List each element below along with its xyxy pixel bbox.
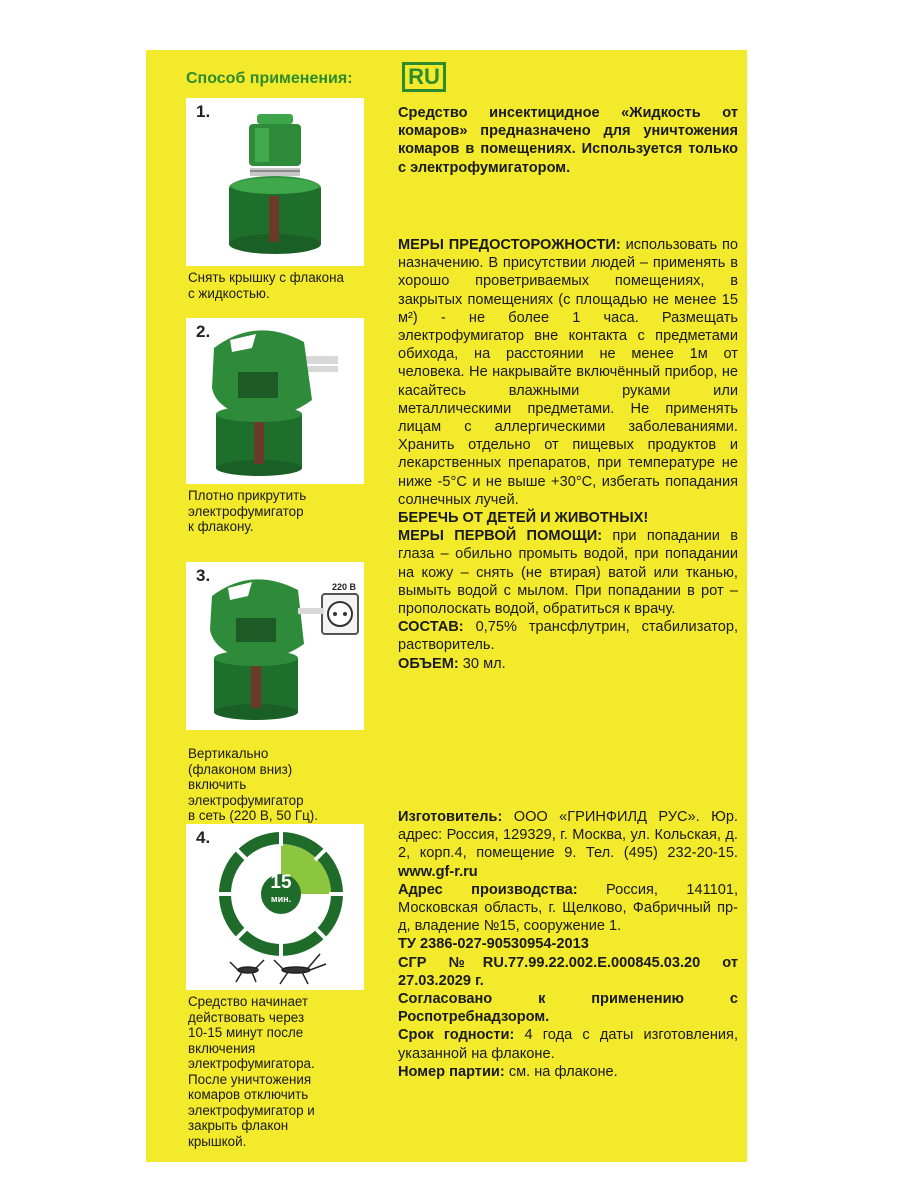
dead-mosquito-icon — [230, 954, 326, 984]
caption-line: электрофумигатор и — [188, 1102, 315, 1118]
volume-text: 30 мл. — [462, 655, 506, 672]
caption-line: электрофумигатора. — [188, 1056, 315, 1071]
step-3-caption — [188, 746, 373, 824]
website-link: www.gf-r.ru — [398, 863, 478, 880]
caption-line: электрофумигатор — [188, 792, 304, 808]
step-2-illustration — [186, 318, 364, 484]
batch-label: Номер партии: — [398, 1063, 505, 1080]
timer-value: 15 — [270, 872, 292, 893]
timer-unit: мин. — [270, 894, 292, 904]
precautions-text: использовать по назначению. В присутствии людей – применять в хорошо проветриваемых помещениях, в закрытых помещениях (с площадью не менее 15 м²) - не более 1 часа. Размещать электрофумигатор вне контакта с предметами обихода, на расстоянии не менее 1м от человека. Не накрывайте включённый прибор, не касайтесь влажными руками или металлическими предметами. Не применять лицам с аллергическими заболеваниями. Хранить отдельно от пищевых продуктов и лекарственных препаратов, при температуре не ниже -5°С и не выше +30°С, избегать попадания солнечных лучей. — [398, 237, 738, 508]
language-badge: RU — [402, 62, 446, 92]
caption-line: (флаконом вниз) — [188, 761, 293, 777]
caption-line: действовать через — [188, 1009, 305, 1025]
caption-line: Средство начинает — [188, 994, 309, 1009]
caption-line: 10-15 минут после — [188, 1025, 304, 1040]
production-text: Россия, 141101, Московская область, г. Щелково, Фабричный пр-д, владение №15, сооружение 1. — [398, 881, 739, 935]
bottle-cap-icon — [186, 98, 364, 266]
step-1-caption — [188, 270, 373, 301]
step-4-number: 4. — [196, 828, 211, 847]
caption-line: Снять крышку с флакона — [188, 270, 344, 285]
shelf-life-text: 4 года с даты изготовления, указанной на флаконе. — [398, 1027, 738, 1062]
step-4-illustration — [186, 824, 364, 990]
caption-line: включить — [188, 777, 247, 792]
precautions-title: МЕРЫ ПРЕДОСТОРОЖНОСТИ: — [398, 237, 621, 253]
caption-line: электрофумигатор — [188, 503, 304, 519]
tu-number: ТУ 2386-027-90530954-2013 — [398, 936, 589, 953]
caption-line: в сеть (220 В, 50 Гц). — [188, 808, 318, 823]
shelf-life-label: Срок годности: — [398, 1027, 515, 1044]
caption-line: Вертикально — [188, 746, 269, 761]
children-warning: БЕРЕЧЬ ОТ ДЕТЕЙ И ЖИВОТНЫХ! — [398, 510, 649, 527]
composition-text: 0,75% трансфлутрин, стабилизатор, растворитель. — [398, 619, 739, 654]
composition-label: СОСТАВ: — [398, 619, 464, 636]
step-1-illustration — [186, 98, 364, 266]
fumigator-icon — [186, 318, 364, 484]
caption-line: включения — [188, 1040, 256, 1056]
step-4-caption — [188, 994, 373, 1149]
step-1-number: 1. — [196, 102, 211, 121]
sgr-number: СГР №RU.77.99.22.002.Е.000845.03.20 от 27.03.2029 г. — [398, 954, 738, 989]
step-2-number: 2. — [196, 322, 211, 341]
caption-line: крышкой. — [188, 1133, 247, 1149]
production-label: Адрес производства: — [398, 881, 578, 898]
manufacturer-section — [398, 808, 738, 1081]
voltage-label: 220 В — [332, 582, 357, 592]
caption-line: с жидкостью. — [188, 285, 270, 301]
caption-line: После уничтожения — [188, 1071, 312, 1087]
precautions-section — [398, 236, 738, 673]
caption-line: Плотно прикрутить — [188, 488, 307, 503]
manufacturer-text: ООО «ГРИНФИЛД РУС». Юр. адрес: Россия, 129329, г. Москва, ул. Кольская, д. 2, корп.4, помещение 9. Тел. (495) 232-20-15. — [398, 809, 738, 862]
volume-label: ОБЪЕМ: — [398, 655, 459, 672]
step-3-illustration — [186, 562, 364, 730]
step-3-number: 3. — [196, 566, 211, 585]
product-description — [398, 104, 738, 177]
step-2-caption — [188, 488, 373, 535]
caption-line: закрыть флакон — [188, 1118, 289, 1133]
caption-line: комаров отключить — [188, 1087, 309, 1102]
batch-text: см. на флаконе. — [508, 1063, 618, 1080]
intro-text: Средство инсектицидное «Жидкость от комаров» предназначено для уничтожения комаров в помещениях. Используется только с электрофумигатором. — [398, 105, 738, 176]
manufacturer-label: Изготовитель: — [398, 809, 503, 825]
caption-line: к флакону. — [188, 519, 254, 534]
first-aid-text: при попадании в глаза – обильно промыть водой, при попадании на кожу – снять (не втирая) ватой или тканью, вымыть водой с мылом. При попадании в рот – прополоскать водой, обратиться к врачу. — [398, 528, 738, 618]
approval-text: Согласовано к применению с Роспотребнадзором. — [398, 991, 738, 1026]
usage-title: Способ применения: — [186, 70, 353, 87]
first-aid-title: МЕРЫ ПЕРВОЙ ПОМОЩИ: — [398, 528, 603, 545]
timer-icon — [186, 824, 364, 990]
